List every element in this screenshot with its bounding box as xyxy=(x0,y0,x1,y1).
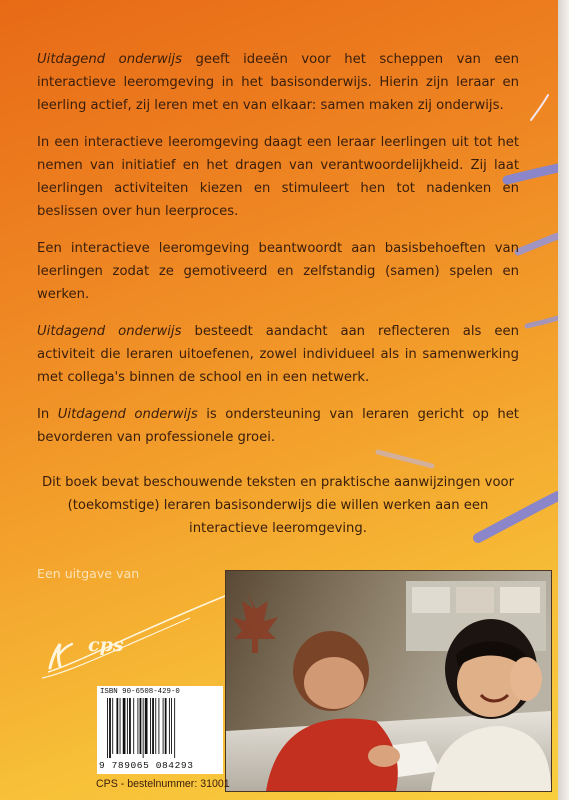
book-title-italic: Uitdagend onderwijs xyxy=(37,52,182,67)
logo-wordmark: cps xyxy=(88,634,124,656)
paragraph-text: besteedt aandacht aan reflecteren als een activiteit die leraren uitoefenen, zowel individueel als in samenwerking met collega's binnen de school en in een netwerk. xyxy=(37,324,519,385)
barcode-icon xyxy=(107,698,215,758)
isbn-number: ISBN 90-6508-429-0 xyxy=(100,688,180,696)
paragraph-basic-needs xyxy=(37,237,519,306)
paragraph-support xyxy=(37,403,519,449)
order-number: CPS - bestelnummer: 31001 xyxy=(96,778,230,790)
paragraph-text: is ondersteuning van leraren gericht op het bevorderen van professionele groei. xyxy=(37,407,519,445)
paragraph-text: Dit boek bevat beschouwende teksten en praktische aanwijzingen voor (toekomstige) leraren basisonderwijs die willen werken aan een interactieve leeromgeving. xyxy=(41,475,514,536)
book-title-italic: Uitdagend onderwijs xyxy=(37,324,182,339)
paragraph-text: geeft ideeën voor het scheppen van een interactieve leeromgeving in het basisonderwijs. Hierin zijn leraar en leerling actief, zij leren met en van elkaar: samen maken zij onderwijs. xyxy=(37,52,519,113)
page-edge xyxy=(558,0,569,800)
barcode-label xyxy=(97,686,223,774)
publisher-label: Een uitgave van xyxy=(37,566,140,581)
paragraph-text: Een interactieve leeromgeving beantwoordt aan basisbehoeften van leerlingen zodat ze gemotiveerd en zelfstandig (samen) spelen en werken. xyxy=(37,241,519,302)
paragraph-reflection xyxy=(37,320,519,389)
paragraph-text: In een interactieve leeromgeving daagt een leraar leerlingen uit tot het nemen van initiatief en het dragen van verantwoordelijkheid. Zij laat leerlingen activiteiten kiezen en stimuleert hen tot nadenken en beslissen over hun leerproces. xyxy=(37,135,519,219)
barcode-digits: 9 789065 084293 xyxy=(99,760,194,771)
paragraph-prefix: In xyxy=(37,407,58,422)
book-title-italic: Uitdagend onderwijs xyxy=(57,407,198,422)
description-text xyxy=(37,48,519,554)
cps-logo-icon xyxy=(20,590,250,700)
paragraph-initiative xyxy=(37,131,519,223)
paragraph-intro xyxy=(37,48,519,117)
classroom-photo xyxy=(225,570,552,792)
paragraph-audience xyxy=(37,471,519,540)
